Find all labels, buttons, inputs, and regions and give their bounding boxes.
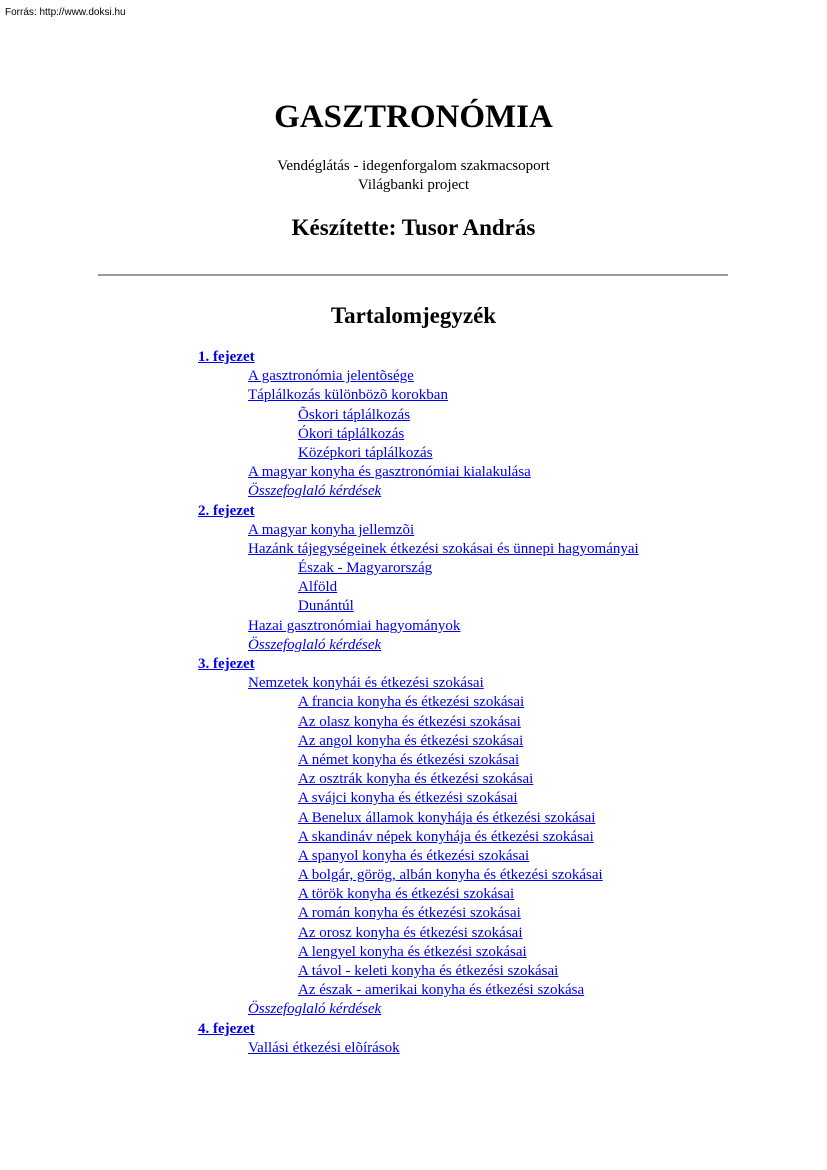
toc-subsection bbox=[0, 885, 827, 904]
toc-link[interactable]: A svájci konyha és étkezési szokásai bbox=[298, 790, 518, 807]
toc-link[interactable]: Az angol konyha és étkezési szokásai bbox=[298, 732, 524, 749]
toc-link[interactable]: Hazai gasztronómiai hagyományok bbox=[248, 617, 461, 634]
toc-subsection bbox=[0, 578, 827, 597]
subtitle-project: Világbanki project bbox=[357, 177, 470, 193]
toc-link[interactable]: Õskori táplálkozás bbox=[298, 406, 411, 423]
toc-link[interactable]: Összefoglaló kérdések bbox=[248, 636, 382, 653]
toc-link[interactable]: A skandináv népek konyhája és étkezési szokásai bbox=[298, 828, 594, 845]
toc-section bbox=[0, 1000, 827, 1019]
toc-subsection bbox=[0, 847, 827, 866]
toc-link[interactable]: A francia konyha és étkezési szokásai bbox=[298, 694, 525, 711]
toc-link[interactable]: Ókori táplálkozás bbox=[298, 425, 405, 442]
toc-link[interactable]: A bolgár, görög, albán konyha és étkezési szokásai bbox=[298, 867, 603, 884]
toc-subsection bbox=[0, 559, 827, 578]
toc-section bbox=[0, 367, 827, 386]
toc-section bbox=[0, 463, 827, 482]
toc-link[interactable]: Az orosz konyha és étkezési szokásai bbox=[298, 924, 523, 941]
toc-link[interactable]: Az olasz konyha és étkezési szokásai bbox=[298, 713, 521, 730]
toc-link[interactable]: 2. fejezet bbox=[198, 502, 255, 519]
toc-subsection bbox=[0, 770, 827, 789]
toc-link[interactable]: Táplálkozás különbözõ korokban bbox=[248, 387, 448, 404]
toc-link[interactable]: A magyar konyha és gasztronómiai kialakulása bbox=[248, 464, 531, 481]
toc-link[interactable]: Észak - Magyarország bbox=[298, 560, 433, 577]
toc-section bbox=[0, 1039, 827, 1058]
toc-link[interactable]: A távol - keleti konyha és étkezési szokásai bbox=[298, 963, 559, 979]
source-label: Forrás: http://www.doksi.hu bbox=[5, 7, 126, 18]
toc-link[interactable]: A gasztronómia jelentõsége bbox=[248, 368, 414, 385]
toc-section bbox=[0, 386, 827, 405]
toc-subsection bbox=[0, 789, 827, 808]
toc-link[interactable]: 4. fejezet bbox=[198, 1020, 255, 1037]
toc-subsection bbox=[0, 751, 827, 770]
toc-subsection bbox=[0, 406, 827, 425]
toc-subsection bbox=[0, 866, 827, 885]
toc-link[interactable]: Hazánk tájegységeinek étkezési szokásai és ünnepi hagyományai bbox=[248, 540, 639, 557]
toc-subsection bbox=[0, 924, 827, 943]
toc-link[interactable]: Összefoglaló kérdések bbox=[248, 1001, 382, 1018]
toc-link[interactable]: A spanyol konyha és étkezési szokásai bbox=[298, 847, 530, 864]
toc-link[interactable]: Összefoglaló kérdések bbox=[248, 483, 382, 500]
toc-subsection bbox=[0, 943, 827, 962]
toc-link[interactable]: Dunántúl bbox=[298, 598, 354, 615]
toc-section bbox=[0, 617, 827, 636]
toc-section bbox=[0, 482, 827, 501]
toc-subsection bbox=[0, 597, 827, 616]
toc-subsection bbox=[0, 425, 827, 444]
document-title: GASZTRONÓMIA bbox=[274, 99, 553, 135]
toc-link[interactable]: Az osztrák konyha és étkezési szokásai bbox=[298, 771, 534, 788]
toc-heading: Tartalomjegyzék bbox=[330, 303, 497, 328]
toc-subsection bbox=[0, 828, 827, 847]
toc-link[interactable]: Az észak - amerikai konyha és étkezési szokása bbox=[298, 982, 585, 999]
toc-link[interactable]: Nemzetek konyhái és étkezési szokásai bbox=[248, 675, 484, 692]
toc-link[interactable]: Vallási étkezési elõírások bbox=[248, 1039, 400, 1056]
toc-section bbox=[0, 636, 827, 655]
toc-link[interactable]: Alföld bbox=[298, 579, 338, 596]
toc-link[interactable]: 1. fejezet bbox=[198, 349, 255, 365]
toc-link[interactable]: A román konyha és étkezési szokásai bbox=[298, 905, 521, 922]
toc-link[interactable]: A német konyha és étkezési szokásai bbox=[298, 751, 520, 768]
toc-subsection bbox=[0, 981, 827, 1000]
toc-chapter bbox=[0, 655, 827, 674]
toc-chapter bbox=[0, 502, 827, 521]
toc-link[interactable]: Középkori táplálkozás bbox=[298, 444, 433, 461]
toc-link[interactable]: A magyar konyha jellemzõi bbox=[248, 521, 415, 538]
toc-link[interactable]: A török konyha és étkezési szokásai bbox=[298, 886, 515, 903]
toc-chapter bbox=[0, 348, 827, 367]
toc-subsection bbox=[0, 904, 827, 923]
toc-subsection bbox=[0, 444, 827, 463]
toc-subsection bbox=[0, 962, 827, 981]
toc-subsection bbox=[0, 809, 827, 828]
toc-section bbox=[0, 521, 827, 540]
toc-link[interactable]: A lengyel konyha és étkezési szokásai bbox=[298, 943, 527, 960]
toc-subsection bbox=[0, 732, 827, 751]
toc-subsection bbox=[0, 693, 827, 712]
author-line: Készítette: Tusor András bbox=[291, 215, 536, 240]
table-of-contents bbox=[0, 348, 827, 1058]
subtitle-department: Vendéglátás - idegenforgalom szakmacsoport bbox=[277, 158, 550, 174]
toc-section bbox=[0, 674, 827, 693]
horizontal-divider bbox=[98, 274, 728, 276]
toc-subsection bbox=[0, 713, 827, 732]
toc-link[interactable]: A Benelux államok konyhája és étkezési szokásai bbox=[298, 809, 596, 826]
toc-chapter bbox=[0, 1020, 827, 1039]
toc-section bbox=[0, 540, 827, 559]
toc-link[interactable]: 3. fejezet bbox=[198, 656, 255, 672]
